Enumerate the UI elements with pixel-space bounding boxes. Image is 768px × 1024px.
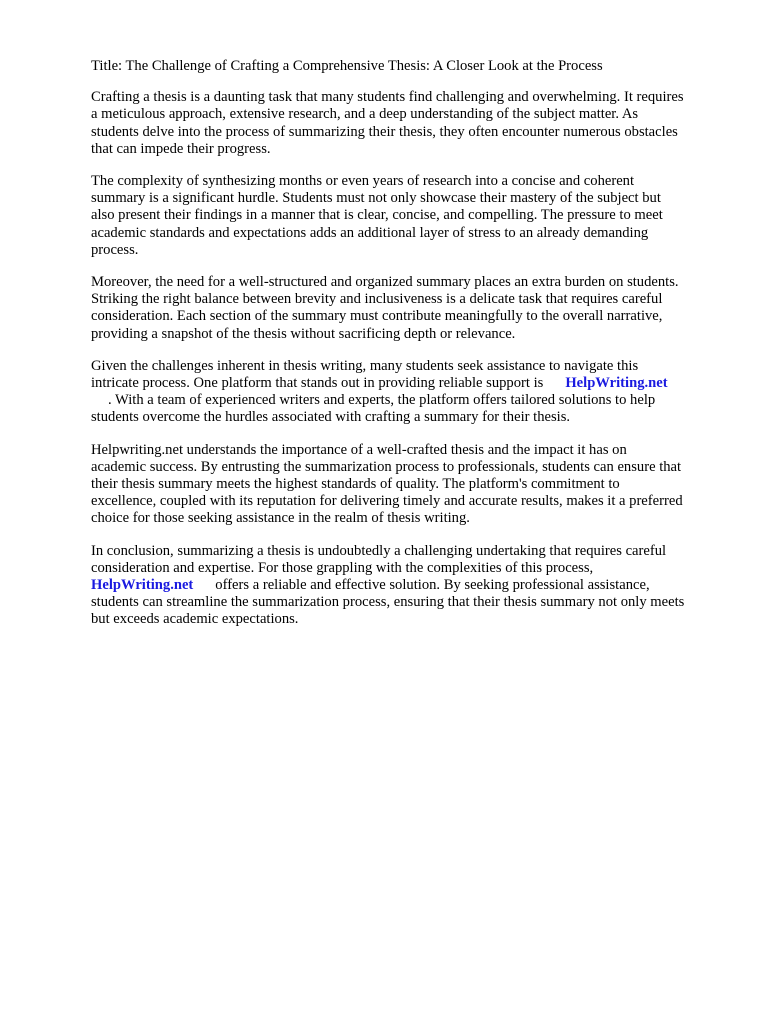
paragraph-assistance xyxy=(91,358,731,427)
text-line: a meticulous approach, extensive research, and a deep understanding of the subject matter. As xyxy=(91,106,639,123)
text-line: In conclusion, summarizing a thesis is undoubtedly a challenging undertaking that requires careful xyxy=(91,542,667,559)
text-line: their thesis summary meets the highest standards of quality. The platform's commitment to xyxy=(91,476,620,493)
text-segment: offers a reliable and effective solution. By seeking professional assistance, xyxy=(215,577,650,594)
text-line xyxy=(91,375,731,392)
paragraph-helpwriting xyxy=(91,442,731,528)
document-title: Title: The Challenge of Crafting a Comprehensive Thesis: A Closer Look at the Process xyxy=(91,58,603,74)
paragraph-structure xyxy=(91,274,731,343)
text-line: but exceeds academic expectations. xyxy=(91,611,299,628)
helpwriting-link[interactable]: HelpWriting.net xyxy=(565,375,668,392)
text-line: summary is a significant hurdle. Students must not only showcase their mastery of the subject but xyxy=(91,190,661,207)
text-line: students overcome the hurdles associated with crafting a summary for their thesis. xyxy=(91,409,571,426)
text-line: that can impede their progress. xyxy=(91,140,271,157)
document-page xyxy=(91,58,731,644)
text-line: Crafting a thesis is a daunting task that many students find challenging and overwhelming. It requires xyxy=(91,89,684,106)
text-line: The complexity of synthesizing months or even years of research into a concise and coherent xyxy=(91,173,635,190)
text-line xyxy=(91,577,731,594)
paragraph-conclusion xyxy=(91,543,731,629)
text-line: providing a snapshot of the thesis without sacrificing depth or relevance. xyxy=(91,325,516,342)
text-line: process. xyxy=(91,241,139,258)
text-segment: . With a team of experienced writers and experts, the platform offers tailored solutions to help xyxy=(108,392,656,409)
text-line: students can streamline the summarization process, ensuring that their thesis summary not only meets xyxy=(91,594,685,611)
text-line: academic success. By entrusting the summarization process to professionals, students can ensure that xyxy=(91,458,682,475)
text-line: choice for those seeking assistance in the realm of thesis writing. xyxy=(91,510,470,527)
text-line: also present their findings in a manner that is clear, concise, and compelling. The pressure to meet xyxy=(91,207,663,224)
text-line: students delve into the process of summarizing their thesis, they often encounter numerous obstacles xyxy=(91,123,678,140)
text-line: consideration. Each section of the summary must contribute meaningfully to the overall narrative, xyxy=(91,308,663,325)
text-line: Given the challenges inherent in thesis writing, many students seek assistance to navigate this xyxy=(91,357,639,374)
text-segment: intricate process. One platform that stands out in providing reliable support is xyxy=(91,375,544,392)
paragraph-intro xyxy=(91,89,731,158)
text-line: Striking the right balance between brevity and inclusiveness is a delicate task that requires careful xyxy=(91,291,663,308)
text-line: excellence, coupled with its reputation for delivering timely and accurate results, makes it a preferred xyxy=(91,493,683,510)
paragraph-complexity xyxy=(91,173,731,259)
text-line: consideration and expertise. For those grappling with the complexities of this process, xyxy=(91,559,594,576)
text-line: Helpwriting.net understands the importance of a well-crafted thesis and the impact it has on xyxy=(91,441,627,458)
text-line xyxy=(91,392,731,409)
text-line: Moreover, the need for a well-structured and organized summary places an extra burden on students. xyxy=(91,274,679,291)
text-line: academic standards and expectations adds an additional layer of stress to an already demanding xyxy=(91,224,649,241)
helpwriting-link[interactable]: HelpWriting.net xyxy=(91,577,194,594)
